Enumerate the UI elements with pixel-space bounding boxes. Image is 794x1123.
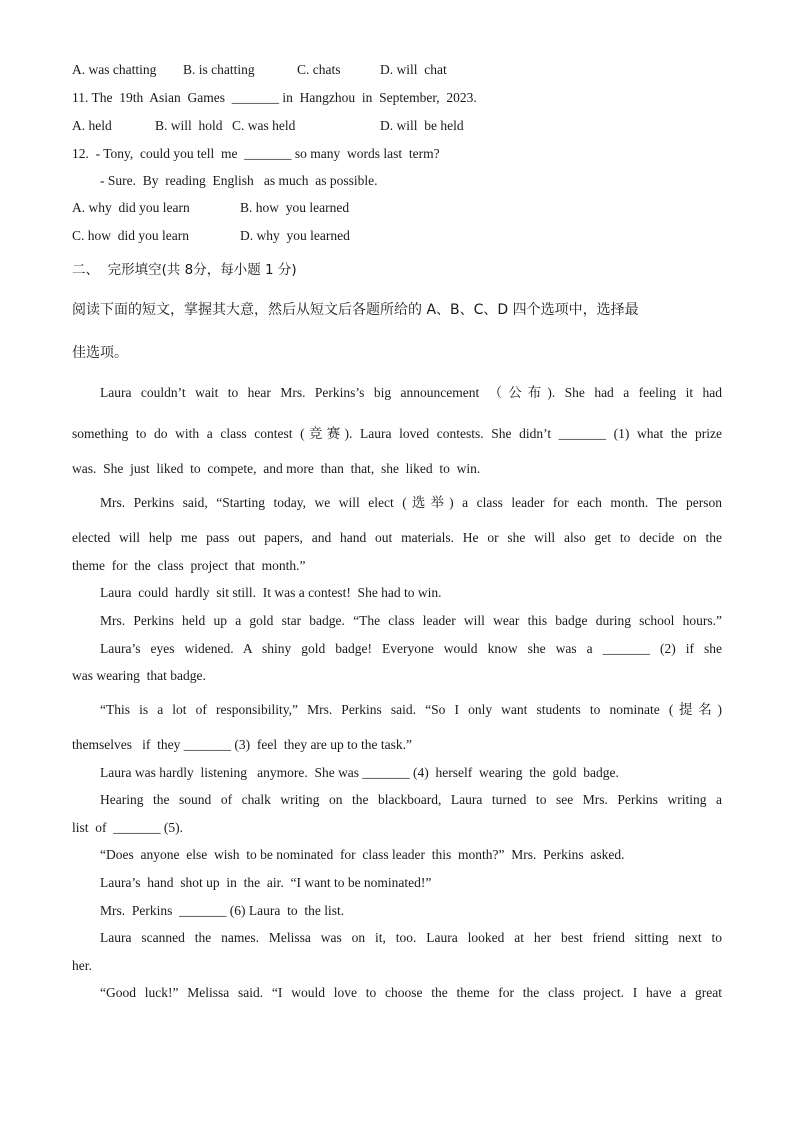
passage-line: Laura was hardly listening anymore. She was _______ (4) herself wearing the gold badge. — [100, 765, 619, 780]
q11-stem: 11. The 19th Asian Games _______ in Hangzhou in September, 2023. — [72, 90, 477, 105]
passage-line: Mrs. Perkins held up a gold star badge. “The class leader will wear this badge during school hours.” — [100, 613, 722, 628]
passage-line: Laura’s eyes widened. A shiny gold badge! Everyone would know she was a _______ (2) if she — [100, 641, 722, 656]
passage-line: Mrs. Perkins said, “Starting today, we will elect (选举) a class leader for each month. The person — [100, 495, 722, 510]
q12-option-c: C. how did you learn — [72, 228, 189, 243]
passage-line: list of _______ (5). — [72, 820, 183, 835]
passage-line: elected will help me pass out papers, and hand out materials. He or she will also get to decide on the — [72, 530, 722, 545]
passage-line: Laura’s hand shot up in the air. “I want to be nominated!” — [100, 875, 432, 890]
q10-option-c: C. chats — [297, 62, 341, 77]
q10-option-a: A. was chatting — [72, 62, 157, 77]
q12-option-a: A. why did you learn — [72, 200, 190, 215]
passage-line: theme for the class project that month.” — [72, 558, 306, 573]
section-instructions-line1: 阅读下面的短文，掌握其大意，然后从短文后各题所给的 A、B、C、D 四个选项中，选择最 — [72, 302, 639, 318]
q11-option-b: B. will hold — [155, 118, 223, 133]
q12-option-b: B. how you learned — [240, 200, 350, 215]
q10-option-d: D. will chat — [380, 62, 447, 77]
passage-line: Hearing the sound of chalk writing on the blackboard, Laura turned to see Mrs. Perkins writing a — [100, 792, 722, 807]
passage-line: something to do with a class contest (竞赛). Laura loved contests. She didn’t _______ (1) what the prize — [72, 426, 722, 441]
passage-line: Laura could hardly sit still. It was a contest! She had to win. — [100, 585, 442, 600]
section-instructions-line2: 佳选项。 — [72, 345, 128, 361]
passage-line: Laura couldn’t wait to hear Mrs. Perkins’s big announcement （公布). She had a feeling it had — [100, 385, 722, 400]
passage-line: Laura scanned the names. Melissa was on it, too. Laura looked at her best friend sitting next to — [100, 930, 722, 945]
passage-line: themselves if they _______ (3) feel they are up to the task.” — [72, 737, 413, 752]
q12-reply: - Sure. By reading English as much as possible. — [100, 173, 378, 188]
q10-option-b: B. is chatting — [183, 62, 255, 77]
passage-line: Mrs. Perkins _______ (6) Laura to the list. — [100, 903, 345, 918]
passage-line: “Good luck!” Melissa said. “I would love to choose the theme for the class project. I have a great — [100, 985, 722, 1000]
passage-line: “Does anyone else wish to be nominated for class leader this month?” Mrs. Perkins asked. — [100, 847, 625, 862]
q11-option-c: C. was held — [232, 118, 296, 133]
q11-option-a: A. held — [72, 118, 112, 133]
passage-line: her. — [72, 958, 92, 973]
passage-line: was wearing that badge. — [72, 668, 206, 683]
q12-stem: 12. - Tony, could you tell me _______ so many words last term? — [72, 146, 440, 161]
passage-line: “This is a lot of responsibility,” Mrs. Perkins said. “So I only want students to nominate (提名) — [100, 702, 722, 717]
section-heading: 二、 完形填空(共 8分，每小题 1 分) — [72, 262, 297, 278]
q11-option-d: D. will be held — [380, 118, 464, 133]
passage-line: was. She just liked to compete, and more than that, she liked to win. — [72, 461, 481, 476]
q12-option-d: D. why you learned — [240, 228, 350, 243]
